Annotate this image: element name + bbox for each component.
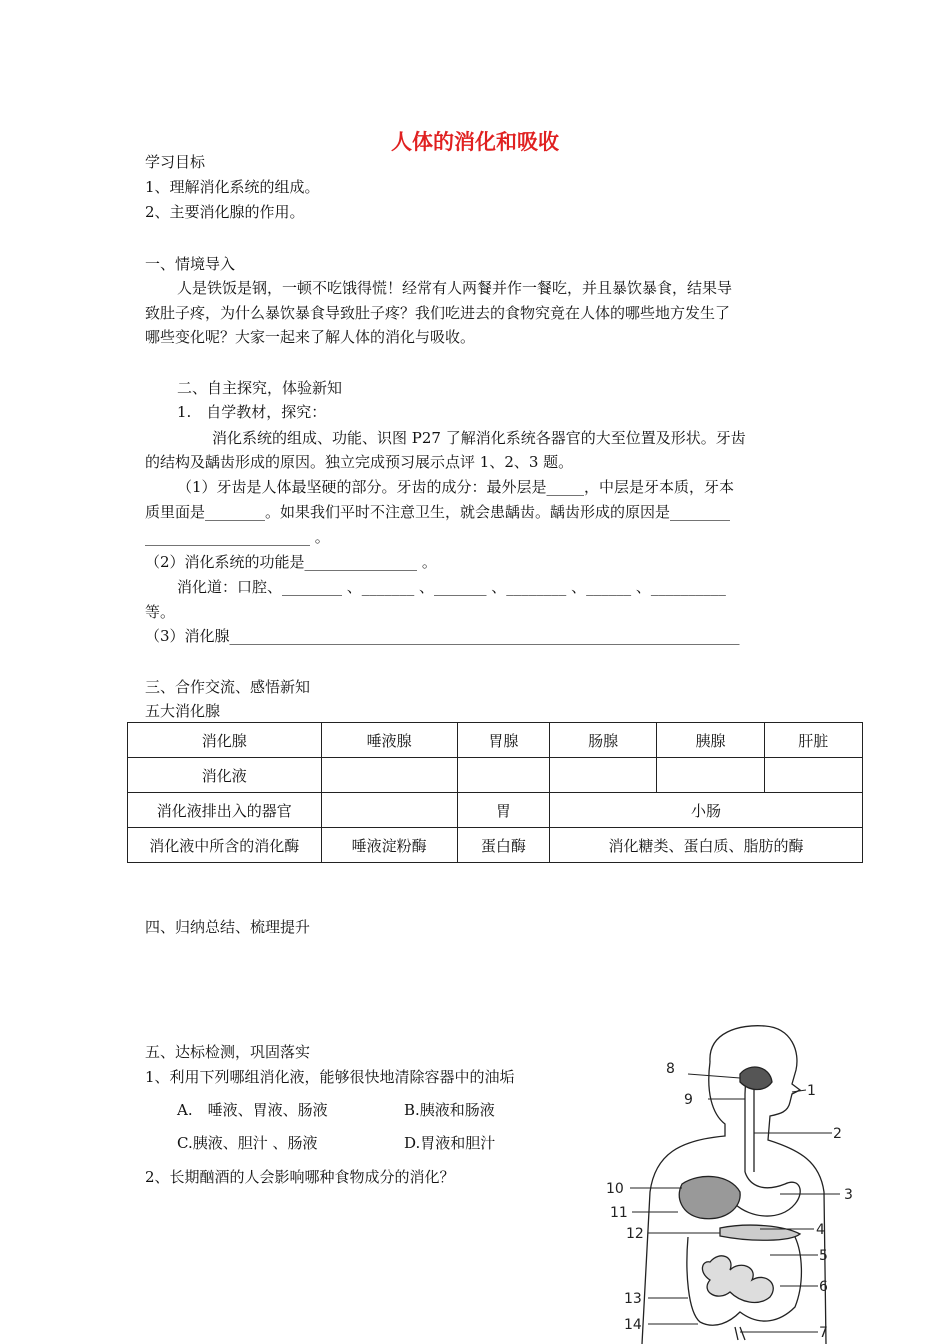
option-b: B.胰液和肠液 bbox=[404, 1101, 495, 1119]
table-cell: 唾液淀粉酶 bbox=[321, 828, 457, 863]
question-line: 等。 bbox=[145, 603, 176, 621]
section3-heading: 三、合作交流、感悟新知 bbox=[145, 678, 311, 696]
diagram-label: 6 bbox=[819, 1279, 828, 1295]
question-line: ______________________ 。 bbox=[145, 528, 330, 546]
goals-heading: 学习目标 bbox=[145, 153, 206, 171]
section2-heading: 二、自主探究，体验新知 bbox=[177, 379, 343, 397]
option-c: C.胰液、胆汁 、肠液 bbox=[177, 1134, 318, 1152]
diagram-label: 5 bbox=[819, 1248, 828, 1264]
diagram-label: 3 bbox=[844, 1187, 853, 1203]
diagram-label: 14 bbox=[624, 1317, 642, 1333]
question-1: 1、利用下列哪组消化液，能够很快地清除容器中的油垢 bbox=[145, 1068, 515, 1086]
table-cell bbox=[321, 758, 457, 793]
question-2: 2、长期酗酒的人会影响哪种食物成分的消化？ bbox=[145, 1168, 455, 1186]
question-line: （1）牙齿是人体最坚硬的部分。牙齿的成分：最外层是_____，中层是牙本质，牙本 bbox=[177, 478, 735, 496]
diagram-label: 4 bbox=[816, 1222, 825, 1238]
section5-heading: 五、达标检测，巩固落实 bbox=[145, 1043, 311, 1061]
diagram-label: 11 bbox=[610, 1205, 628, 1221]
table-cell bbox=[764, 758, 862, 793]
diagram-label: 8 bbox=[666, 1061, 675, 1077]
table-cell bbox=[657, 758, 764, 793]
table-row-label: 消化液中所含的消化酶 bbox=[128, 828, 322, 863]
diagram-label: 1 bbox=[807, 1083, 816, 1099]
question-line: 消化道：口腔、________ 、_______ 、_______ 、________ 、______ 、__________ bbox=[177, 578, 726, 596]
table-cell bbox=[550, 758, 657, 793]
diagram-label: 2 bbox=[833, 1126, 842, 1142]
table-cell: 胃 bbox=[457, 793, 549, 828]
table-row-label: 消化液排出入的器官 bbox=[128, 793, 322, 828]
intro-line: 致肚子疼，为什么暴饮暴食导致肚子疼？我们吃进去的食物究竟在人体的哪些地方发生了 bbox=[145, 304, 731, 322]
digestive-system-diagram bbox=[600, 1022, 870, 1344]
table-header-cell: 肠腺 bbox=[550, 723, 657, 758]
table-title: 五大消化腺 bbox=[145, 702, 221, 720]
section4-heading: 四、归纳总结、梳理提升 bbox=[145, 918, 311, 936]
intro-line: 哪些变化呢？大家一起来了解人体的消化与吸收。 bbox=[145, 328, 476, 346]
page-title: 人体的消化和吸收 bbox=[391, 129, 559, 154]
table-cell: 消化糖类、蛋白质、脂肪的酶 bbox=[550, 828, 863, 863]
table-row-label: 消化液 bbox=[128, 758, 322, 793]
question-line: 质里面是________。如果我们平时不注意卫生，就会患龋齿。龋齿形成的原因是________ bbox=[145, 503, 731, 521]
diagram-label: 12 bbox=[626, 1226, 644, 1242]
table-row bbox=[128, 723, 863, 758]
goal-item: 2、主要消化腺的作用。 bbox=[145, 203, 305, 221]
option-d: D.胃液和胆汁 bbox=[404, 1134, 496, 1152]
digestive-glands-table bbox=[127, 722, 863, 863]
option-a: A. 唾液、胃液、肠液 bbox=[177, 1101, 328, 1119]
goal-item: 1、理解消化系统的组成。 bbox=[145, 178, 320, 196]
table-row bbox=[128, 793, 863, 828]
table-row bbox=[128, 758, 863, 793]
intro-line: 人是铁饭是钢，一顿不吃饿得慌！经常有人两餐并作一餐吃，并且暴饮暴食，结果导 bbox=[177, 279, 733, 297]
diagram-label: 7 bbox=[819, 1325, 828, 1341]
explore-line: 的结构及龋齿形成的原因。独立完成预习展示点评 1、2、3 题。 bbox=[145, 453, 574, 471]
table-header-cell: 肝脏 bbox=[764, 723, 862, 758]
table-row bbox=[128, 828, 863, 863]
table-cell bbox=[321, 793, 457, 828]
table-cell bbox=[457, 758, 549, 793]
section2-sub: 1. 自学教材，探究： bbox=[177, 403, 327, 421]
explore-line: 消化系统的组成、功能、识图 P27 了解消化系统各器官的大至位置及形状。牙齿 bbox=[212, 429, 746, 447]
table-cell: 蛋白酶 bbox=[457, 828, 549, 863]
table-cell: 小肠 bbox=[550, 793, 863, 828]
diagram-label: 10 bbox=[606, 1181, 624, 1197]
table-header-cell: 胰腺 bbox=[657, 723, 764, 758]
table-header-cell: 胃腺 bbox=[457, 723, 549, 758]
question-line: （3）消化腺____________________________________________________________________ bbox=[145, 627, 740, 645]
table-header-cell: 消化腺 bbox=[128, 723, 322, 758]
diagram-label: 13 bbox=[624, 1291, 642, 1307]
table-header-cell: 唾液腺 bbox=[321, 723, 457, 758]
diagram-label: 9 bbox=[684, 1092, 693, 1108]
question-line: （2）消化系统的功能是_______________ 。 bbox=[145, 553, 437, 571]
section1-heading: 一、情境导入 bbox=[145, 255, 236, 273]
